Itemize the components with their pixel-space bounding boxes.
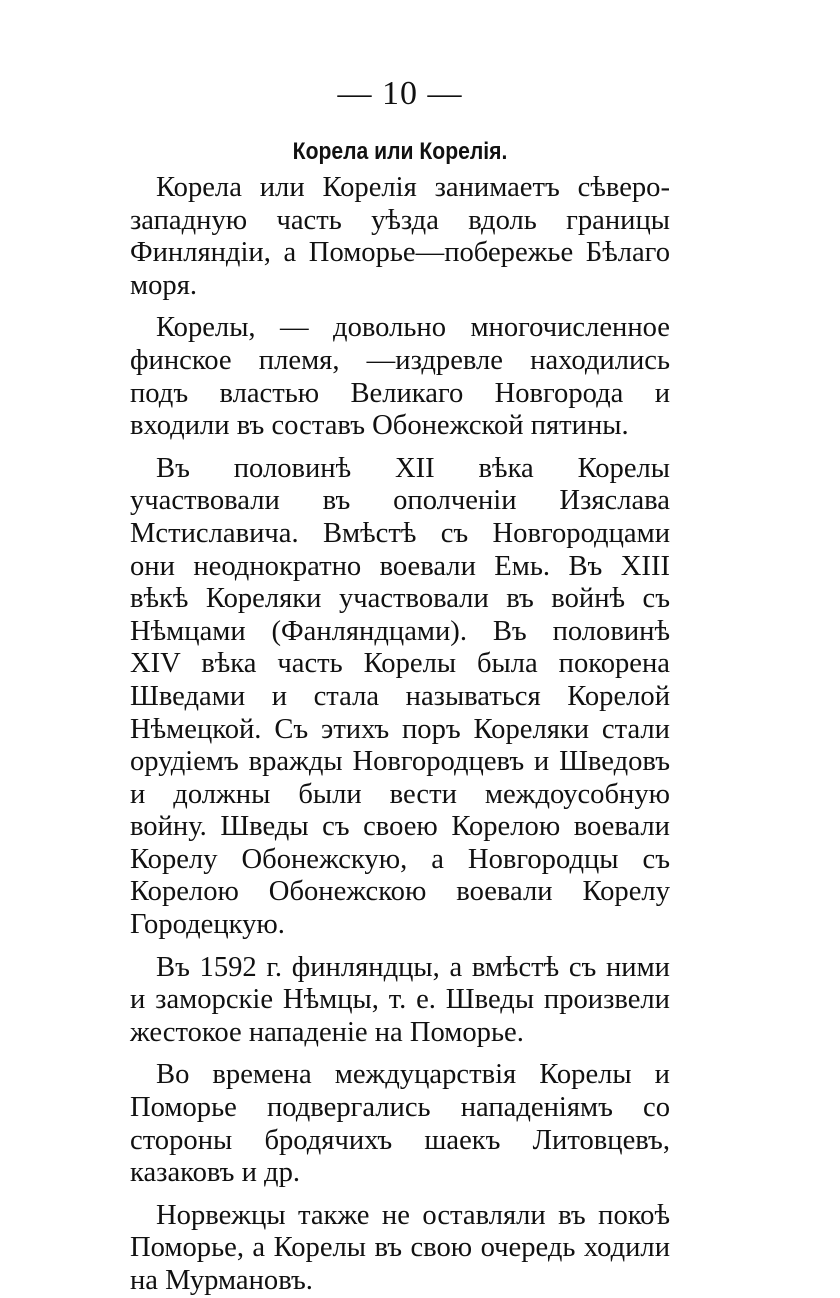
paragraph-5: Во времена междуцарствія Корелы и Поморье подвергались нападеніямъ со стороны бродячихъ шаекъ Литовцевъ, казаковъ и др. <box>130 1059 670 1189</box>
paragraph-4: Въ 1592 г. финляндцы, а вмѣстѣ съ ними и заморскіе Нѣмцы, т. е. Шведы произвели жестокое нападеніе на Поморье. <box>130 951 670 1048</box>
section-title: Корела или Корелія. <box>292 138 508 165</box>
paragraph-6: Норвежцы также не оставляли въ покоѣ Поморье, а Корелы въ свою очередь ходили на Мурмановъ. <box>130 1199 670 1296</box>
paragraph-1: Корела или Корелія занимаетъ сѣверо-западную часть уѣзда вдоль границы Финляндіи, а Поморье—побережье Бѣлаго моря. <box>130 172 670 301</box>
paragraph-3: Въ половинѣ XII вѣка Корелы участвовали въ ополченіи Изяслава Мстиславича. Вмѣстѣ съ Новгородцами они неоднократно воевали Емь. Въ XIII вѣкѣ Кореляки участвовали въ войнѣ съ Нѣмцами (Фанляндцами). Въ половинѣ XIV вѣка часть Корелы была покорена Шведами и стала называться Корелой Нѣмецкой. Съ этихъ поръ Кореляки стали орудіемъ вражды Новгородцевъ и Шведовъ и должны были вести междоусобную войну. Шведы съ своею Корелою воевали Корелу Обонежскую, а Новгородцы съ Корелою Обонежскою воевали Корелу Городецкую. <box>130 452 670 941</box>
body-text <box>130 172 670 1298</box>
page-number: — 10 — <box>337 75 463 112</box>
book-page <box>130 74 670 1298</box>
paragraph-2: Корелы, — довольно многочисленное финское племя, —издревле находились подъ властью Великаго Новгорода и входили въ составъ Обонежской пятины. <box>130 312 670 442</box>
